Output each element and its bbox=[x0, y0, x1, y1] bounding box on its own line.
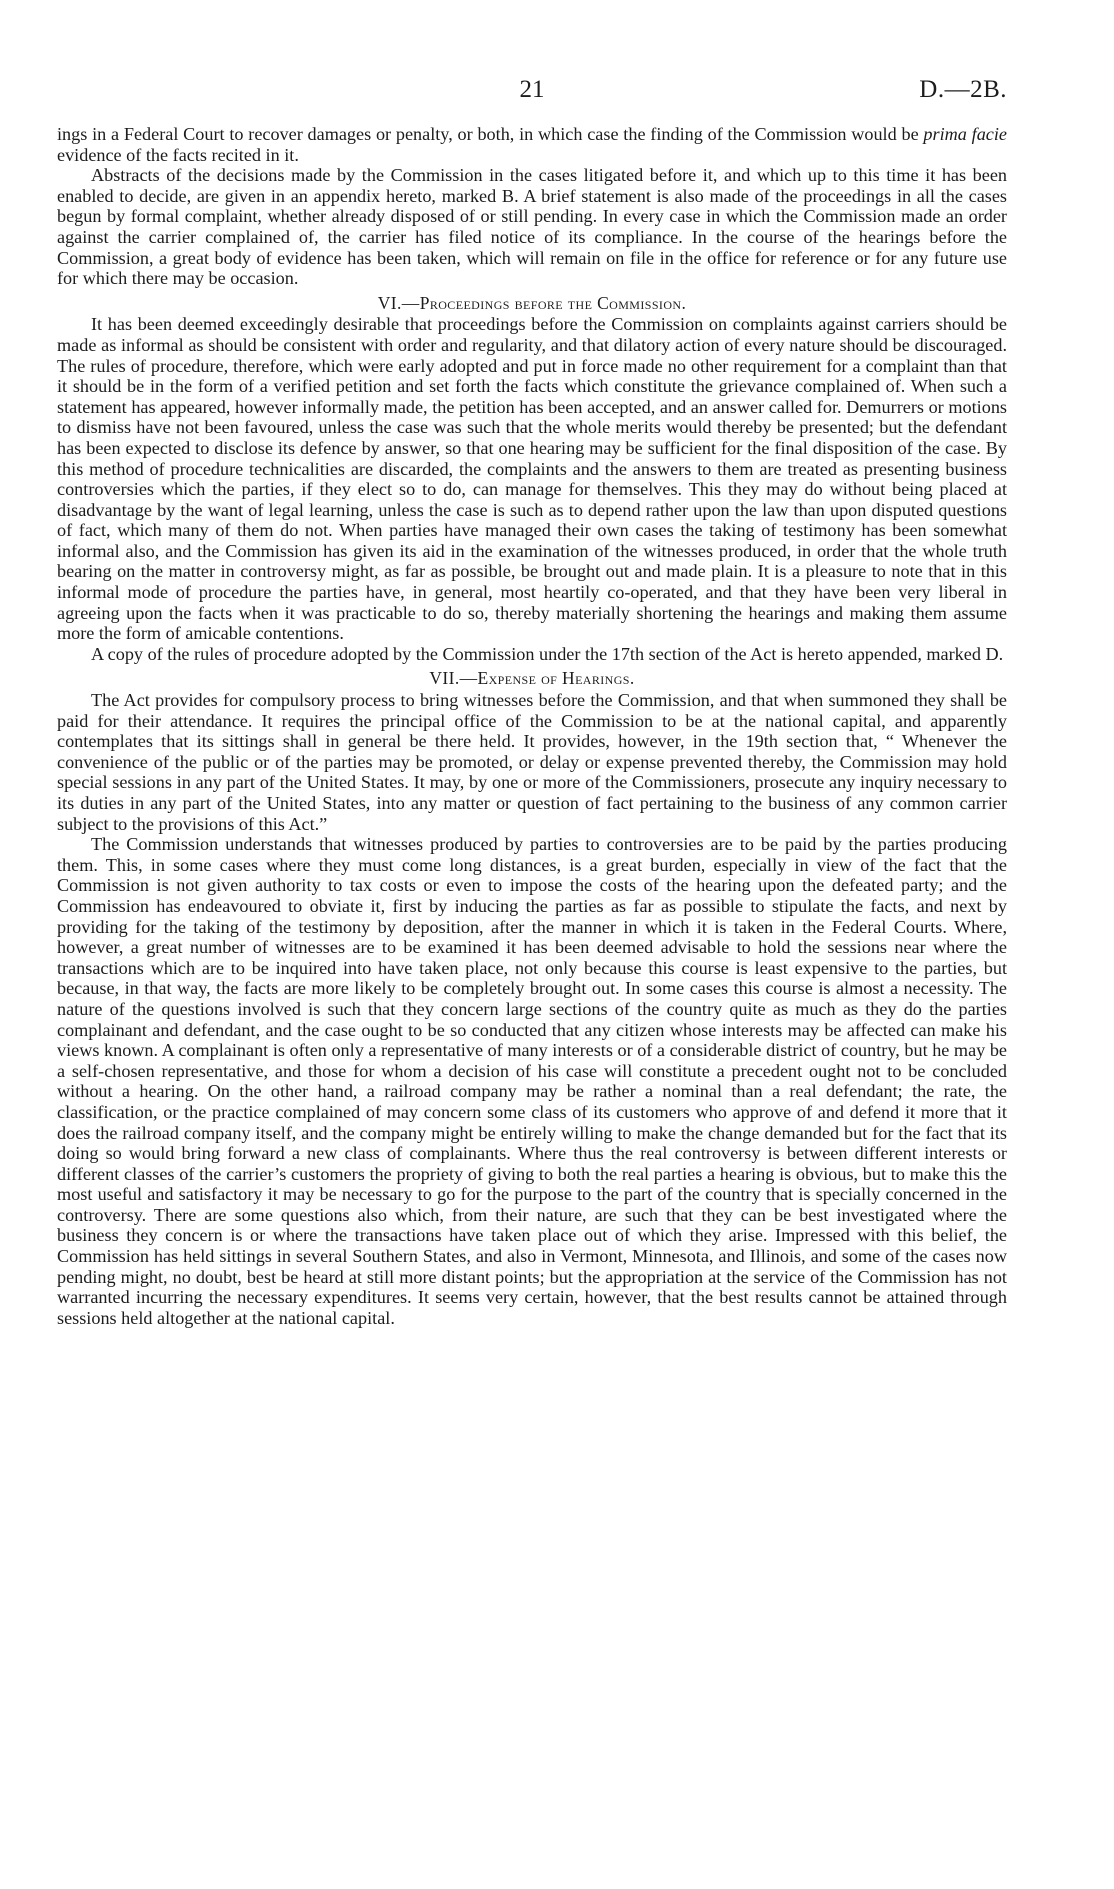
section-heading-vi bbox=[57, 293, 1007, 314]
page-header bbox=[57, 76, 1007, 116]
paragraph-proceedings: It has been deemed exceedingly desirable that proceedings before the Commission on complaints against carriers should be made as informal as should be consistent with order and regularity, and that dilatory action of every nature should be discouraged. The rules of procedure, therefore, which were early adopted and put in force made no other requirement for a complaint than that it should be in the form of a verified petition and set forth the facts which constitute the grievance complained of. When such a statement has appeared, however informally made, the petition has been accepted, and an answer called for. Demurrers or motions to dismiss have not been favoured, unless the case was such that the whole merits would thereby be presented; but the defendant has been expected to disclose its defence by answer, so that one hearing may be sufficient for the final disposition of the case. By this method of procedure technicalities are discarded, the complaints and the answers to them are treated as presenting business controversies which the parties, if they elect so to do, can manage for themselves. This they may do without being placed at disadvantage by the want of legal learning, unless the case is such as to depend rather upon the law than upon disputed questions of fact, which many of them do not. When parties have managed their own cases the taking of testimony has been somewhat informal also, and the Commission has given its aid in the examination of the witnesses produced, in order that the whole truth bearing on the matter in controversy might, as far as possible, be brought out and made plain. It is a pleasure to note that in this informal mode of procedure the parties have, in general, most heartily co-operated, and that they have been very liberal in agreeing upon the facts when it was practicable to do so, thereby materially shortening the hearings and making them assume more the form of amicable contentions. bbox=[57, 314, 1007, 644]
section-title: Proceedings before the Commission. bbox=[419, 292, 687, 313]
section-numeral: VII.— bbox=[429, 668, 478, 689]
page-number: 21 bbox=[519, 76, 545, 103]
paragraph-compulsory-process: The Act provides for compulsory process to bring witnesses before the Commission, and that when summoned they shall be paid for their attendance. It requires the principal office of the Commission to be at the national capital, and apparently contemplates that its sittings shall in general be there held. It provides, however, in the 19th section that, “ Whenever the convenience of the public or of the parties may be promoted, or delay or expense prevented thereby, the Commission may hold special sessions in any part of the United States. It may, by one or more of the Commissioners, prosecute any inquiry necessary to its duties in any part of the United States, into any matter or question of fact pertaining to the business of any common carrier subject to the provisions of this Act.” bbox=[57, 690, 1007, 834]
section-title: Expense of Hearings. bbox=[477, 668, 635, 689]
paragraph-witness-costs: The Commission understands that witnesses produced by parties to controversies are to be paid by the parties producing them. This, in some cases where they must come long distances, is a great burden, especially in view of the fact that the Commission is not given authority to tax costs or even to impose the costs of the hearing upon the defeated party; and the Commission has endeavoured to obviate it, first by inducing the parties as far as possible to stipulate the facts, and next by providing for the taking of the testimony by deposition, after the manner in which it is taken in the Federal Courts. Where, however, a great number of witnesses are to be examined it has been deemed advisable to hold the sessions near where the transactions which are to be inquired into have taken place, not only because this course is least expensive to the parties, but because, in that way, the facts are more likely to be completely brought out. In some cases this course is almost a necessity. The nature of the questions involved is such that they concern large sections of the country quite as much as they do the parties complainant and defendant, and the case ought to be so conducted that any citizen whose interests may be affected can make his views known. A complainant is often only a representative of many interests or of a considerable district of country, but he may be a self-chosen representative, and those for whom a decision of his case will constitute a precedent ought not to be concluded without a hearing. On the other hand, a railroad company may be rather a nominal than a real defendant; the rate, the classification, or the practice complained of may concern some class of its customers who approve of and defend it more that it does the railroad company itself, and the company might be entirely willing to make the change demanded but for the fact that its doing so would bring forward a new class of complainants. Where thus the real controversy is between different interests or different classes of the carrier’s customers the propriety of giving to both the real parties a hearing is obvious, but to make this the most useful and satisfactory it may be necessary to go for the purpose to the part of the country that is specially concerned in the controversy. There are some questions also which, from their nature, are such that they can be best investigated where the business they concern is or where the transactions have taken place out of which they arise. Impressed with this belief, the Commission has held sittings in several Southern States, and also in Vermont, Minnesota, and Illinois, and some of the cases now pending might, no doubt, best be heard at still more distant points; but the appropriation at the service of the Commission has not warranted incurring the necessary expenditures. It seems very certain, however, that the best results cannot be attained through sessions held altogether at the national capital. bbox=[57, 834, 1007, 1328]
document-reference: D.—2B. bbox=[919, 76, 1007, 103]
paragraph-continuation bbox=[57, 124, 1007, 165]
italic-phrase: prima facie bbox=[923, 124, 1007, 144]
paragraph-abstracts: Abstracts of the decisions made by the Commission in the cases litigated before it, and which up to this time it has been enabled to decide, are given in an appendix hereto, marked B. A brief statement is also made of the proceedings in all the cases begun by formal complaint, whether already disposed of or still pending. In every case in which the Commission made an order against the carrier complained of, the carrier has filed notice of its compliance. In the course of the hearings before the Commission, a great body of evidence has been taken, which will remain on file in the office for reference or for any future use for which there may be occasion. bbox=[57, 165, 1007, 289]
paragraph-rules-copy: A copy of the rules of procedure adopted by the Commission under the 17th section of the Act is hereto appended, marked D. bbox=[91, 643, 1004, 664]
section-heading-vii bbox=[57, 668, 1007, 689]
paragraph-text: ings in a Federal Court to recover damages or penalty, or both, in which case the finding of the Commission would be bbox=[57, 124, 924, 144]
paragraph-text: evidence of the facts recited in it. bbox=[57, 144, 299, 165]
section-numeral: VI.— bbox=[377, 292, 420, 313]
body-text bbox=[57, 124, 1007, 1328]
